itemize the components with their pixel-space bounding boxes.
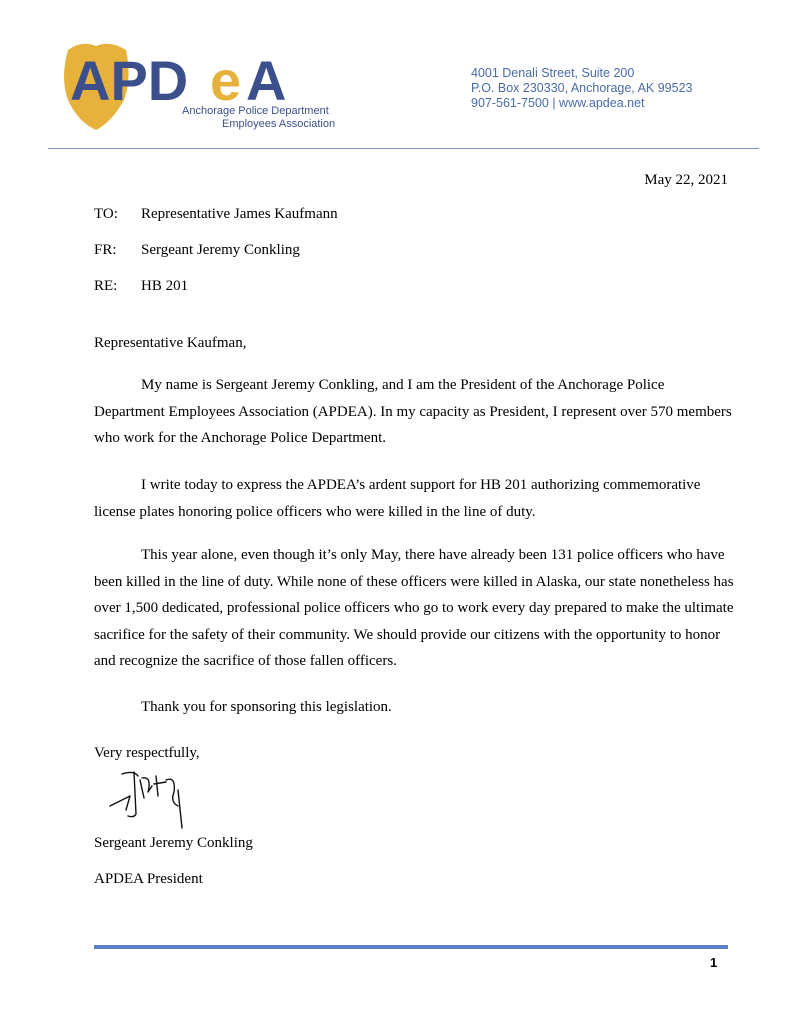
letterhead-contact	[471, 66, 692, 111]
phone-website: 907-561-7500 | www.apdea.net	[471, 96, 645, 110]
page-number: 1	[710, 955, 718, 970]
signer-name: Sergeant Jeremy Conkling	[94, 835, 253, 851]
footer-divider	[94, 945, 728, 949]
body-paragraph-2: I write today to express the APDEA’s ardent support for HB 201 authorizing commemorative license plates honoring police officers who were killed in the line of duty.	[94, 477, 701, 520]
memo-to-value: Representative James Kaufmann	[141, 206, 338, 222]
body-paragraph-3: This year alone, even though it’s only May, there have already been 131 police officers who have been killed in the line of duty. While none of these officers were killed in Alaska, our state nonetheless has over 1,500 dedicated, professional police officers who go to work every day prepared to make the ultimate sacrifice for the safety of their community. We should provide our citizens with the opportunity to honor and recognize the sacrifice of those fallen officers.	[94, 547, 734, 669]
signature-image	[108, 766, 190, 830]
memo-to	[94, 206, 338, 223]
closing: Very respectfully,	[94, 745, 200, 761]
logo-wordmark-a: A	[246, 49, 287, 112]
memo-re-value: HB 201	[141, 278, 189, 294]
memo-re	[94, 278, 188, 295]
logo-wordmark-e: e	[210, 49, 242, 112]
address-line-1: 4001 Denali Street, Suite 200	[471, 66, 635, 80]
memo-from-value: Sergeant Jeremy Conkling	[141, 242, 300, 258]
header-divider	[48, 148, 759, 149]
letter-date: May 22, 2021	[644, 172, 728, 188]
memo-from	[94, 242, 300, 259]
memo-from-label: FR:	[94, 242, 117, 258]
address-line-2: P.O. Box 230330, Anchorage, AK 99523	[471, 81, 693, 95]
logo-org-line1: Anchorage Police Department	[182, 105, 329, 117]
body-paragraph-1: My name is Sergeant Jeremy Conkling, and I am the President of the Anchorage Police Department Employees Association (APDEA). In my capacity as President, I represent over 570 members who work for the Anchorage Police Department.	[94, 377, 732, 446]
logo-org-line2: Employees Association	[222, 118, 336, 130]
signer-title: APDEA President	[94, 871, 203, 887]
memo-re-label: RE:	[94, 278, 118, 294]
body-paragraph-4: Thank you for sponsoring this legislation.	[141, 699, 392, 715]
memo-to-label: TO:	[94, 206, 118, 222]
apdea-logo	[60, 38, 350, 133]
logo-wordmark-apd: APD	[70, 49, 189, 112]
salutation: Representative Kaufman,	[94, 335, 247, 351]
